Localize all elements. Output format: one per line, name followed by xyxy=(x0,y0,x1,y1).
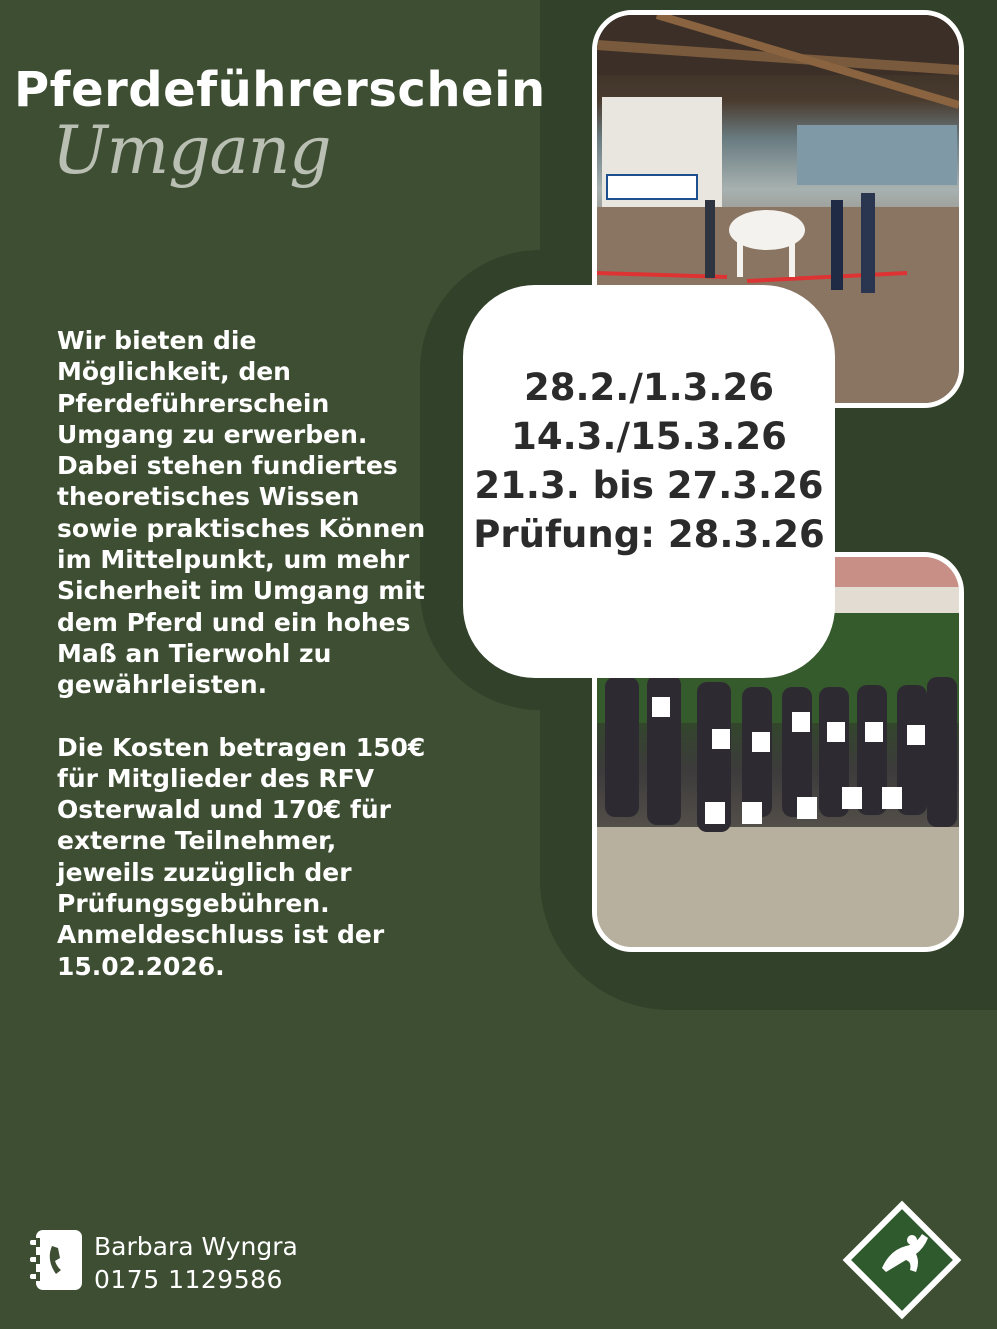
description-paragraph-costs: Die Kosten betragen 150€ für Mitglieder des RFV Osterwald und 170€ für externe Teilnehmer, jeweils zuzüglich der Prüfungsgebühren. Anmeldeschluss ist der 15.02.2026. xyxy=(57,732,426,981)
phone-book-icon xyxy=(28,1228,84,1292)
description-text xyxy=(57,325,427,982)
contact-phone[interactable]: 0175 1129586 xyxy=(94,1265,283,1294)
page-title: Pferdeführerschein xyxy=(14,62,546,118)
date-line-3: 21.3. bis 27.3.26 xyxy=(474,464,824,507)
contact-name: Barbara Wyngra xyxy=(94,1232,298,1261)
description-paragraph-intro: Wir bieten die Möglichkeit, den Pferdeführerschein Umgang zu erwerben. Dabei stehen fundiertes theoretisches Wissen sowie praktisches Können im Mittelpunkt, um mehr Sicherheit im Umgang mit dem Pferd und ein hohes Maß an Tierwohl zu gewährleisten. xyxy=(57,326,426,700)
date-line-1: 28.2./1.3.26 xyxy=(524,366,774,409)
page-subtitle: Umgang xyxy=(52,112,331,189)
dates-card xyxy=(463,285,835,678)
date-line-exam: Prüfung: 28.3.26 xyxy=(473,513,825,556)
date-line-2: 14.3./15.3.26 xyxy=(511,415,787,458)
club-logo xyxy=(838,1196,966,1324)
